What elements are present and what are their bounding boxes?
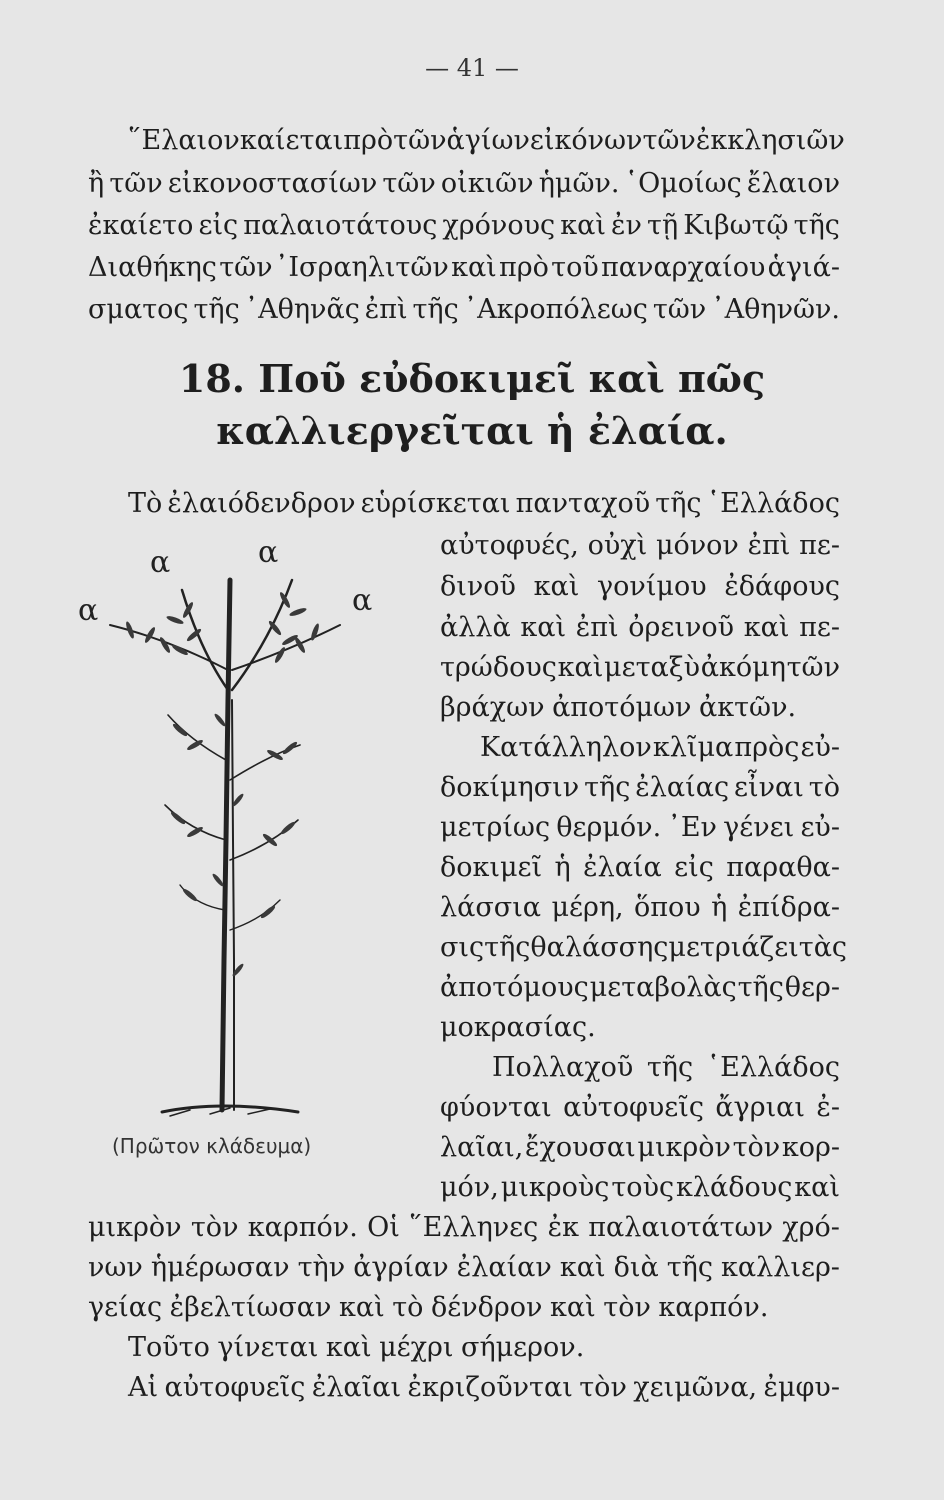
text-line: λαῖαι, ἔχουσαι μικρὸν τὸν κορ- [440, 1132, 840, 1163]
text-line: λάσσια μέρη, ὅπου ἡ ἐπίδρα- [440, 892, 840, 923]
text-line: σματος τῆς ᾿Αθηνᾶς ἐπὶ τῆς ᾿Ακροπόλεως τῶν ᾿Αθηνῶν. [88, 294, 840, 325]
text-line: Τοῦτο γίνεται καὶ μέχρι σήμερον. [128, 1332, 585, 1363]
figure-caption: (Πρῶτον κλάδευμα) [112, 1134, 312, 1158]
page-number: — 41 — [425, 54, 519, 82]
text-line: μόν, μικροὺς τοὺς κλάδους καὶ [440, 1172, 840, 1203]
text-line: μικρὸν τὸν καρπόν. Οἱ ῞Ελληνες ἐκ παλαιοτάτων χρό- [88, 1212, 840, 1243]
figure-label-a: α [352, 583, 373, 618]
text-line: Τὸ ἐλαιόδενδρον εὑρίσκεται πανταχοῦ τῆς ῾Ελλάδος [128, 488, 840, 519]
text-line: γείας ἐβελτίωσαν καὶ τὸ δένδρον καὶ τὸν καρπόν. [88, 1292, 769, 1323]
text-line: Αἱ αὐτοφυεῖς ἐλαῖαι ἐκριζοῦνται τὸν χειμῶνα, ἐμφυ- [128, 1372, 840, 1403]
text-line: ἐκαίετο εἰς παλαιοτάτους χρόνους καὶ ἐν τῇ Κιβωτῷ τῆς [88, 210, 840, 241]
text-line: Πολλαχοῦ τῆς ῾Ελλάδος [492, 1052, 840, 1083]
olive-tree-illustration [70, 535, 373, 1130]
figure-label-a: α [258, 535, 279, 570]
text-line: φύονται αὐτοφυεῖς ἄγριαι ἐ- [440, 1092, 840, 1123]
text-line: νων ἡμέρωσαν τὴν ἀγρίαν ἐλαίαν καὶ διὰ τῆς καλλιερ- [88, 1252, 840, 1283]
text-line: ἀποτόμους μεταβολὰς τῆς θερ- [440, 972, 840, 1003]
text-line: δινοῦ καὶ γονίμου ἐδάφους [440, 571, 840, 602]
text-line: δοκίμησιν τῆς ἐλαίας εἶναι τὸ [440, 772, 840, 803]
text-line: ἀλλὰ καὶ ἐπὶ ὀρεινοῦ καὶ πε- [440, 612, 840, 643]
text-line: ῞Ελαιον καίεται πρὸ τῶν ἁγίων εἰκόνων τῶν ἐκκλησιῶν [128, 125, 845, 156]
section-heading-line-1: 18. Ποῦ εὐδοκιμεῖ καὶ πῶς [178, 356, 766, 401]
text-line: Κατάλληλον κλῖμα πρὸς εὐ- [480, 732, 840, 763]
text-line: ἢ τῶν εἰκονοστασίων τῶν οἰκιῶν ἡμῶν. ῾Ομοίως ἔλαιον [88, 168, 840, 199]
text-line: δοκιμεῖ ἡ ἐλαία εἰς παραθα- [440, 852, 840, 883]
text-line: τρώδους καὶ μεταξὺ ἀκόμη τῶν [440, 652, 840, 683]
figure-label-a: α [78, 593, 99, 628]
text-line: αὐτοφυές, οὐχὶ μόνον ἐπὶ πε- [440, 530, 840, 561]
text-line: σις τῆς θαλάσσης μετριάζει τὰς [440, 932, 848, 963]
figure-label-a: α [150, 545, 171, 580]
text-line: βράχων ἀποτόμων ἀκτῶν. [440, 692, 797, 723]
text-line: μετρίως θερμόν. ᾿Εν γένει εὐ- [440, 812, 840, 843]
text-line: μοκρασίας. [440, 1012, 596, 1043]
text-line: Διαθήκης τῶν ᾿Ισραηλιτῶν καὶ πρὸ τοῦ παναρχαίου ἁγιά- [88, 252, 840, 283]
section-heading-line-2: καλλιεργεῖται ἡ ἐλαία. [216, 408, 728, 453]
